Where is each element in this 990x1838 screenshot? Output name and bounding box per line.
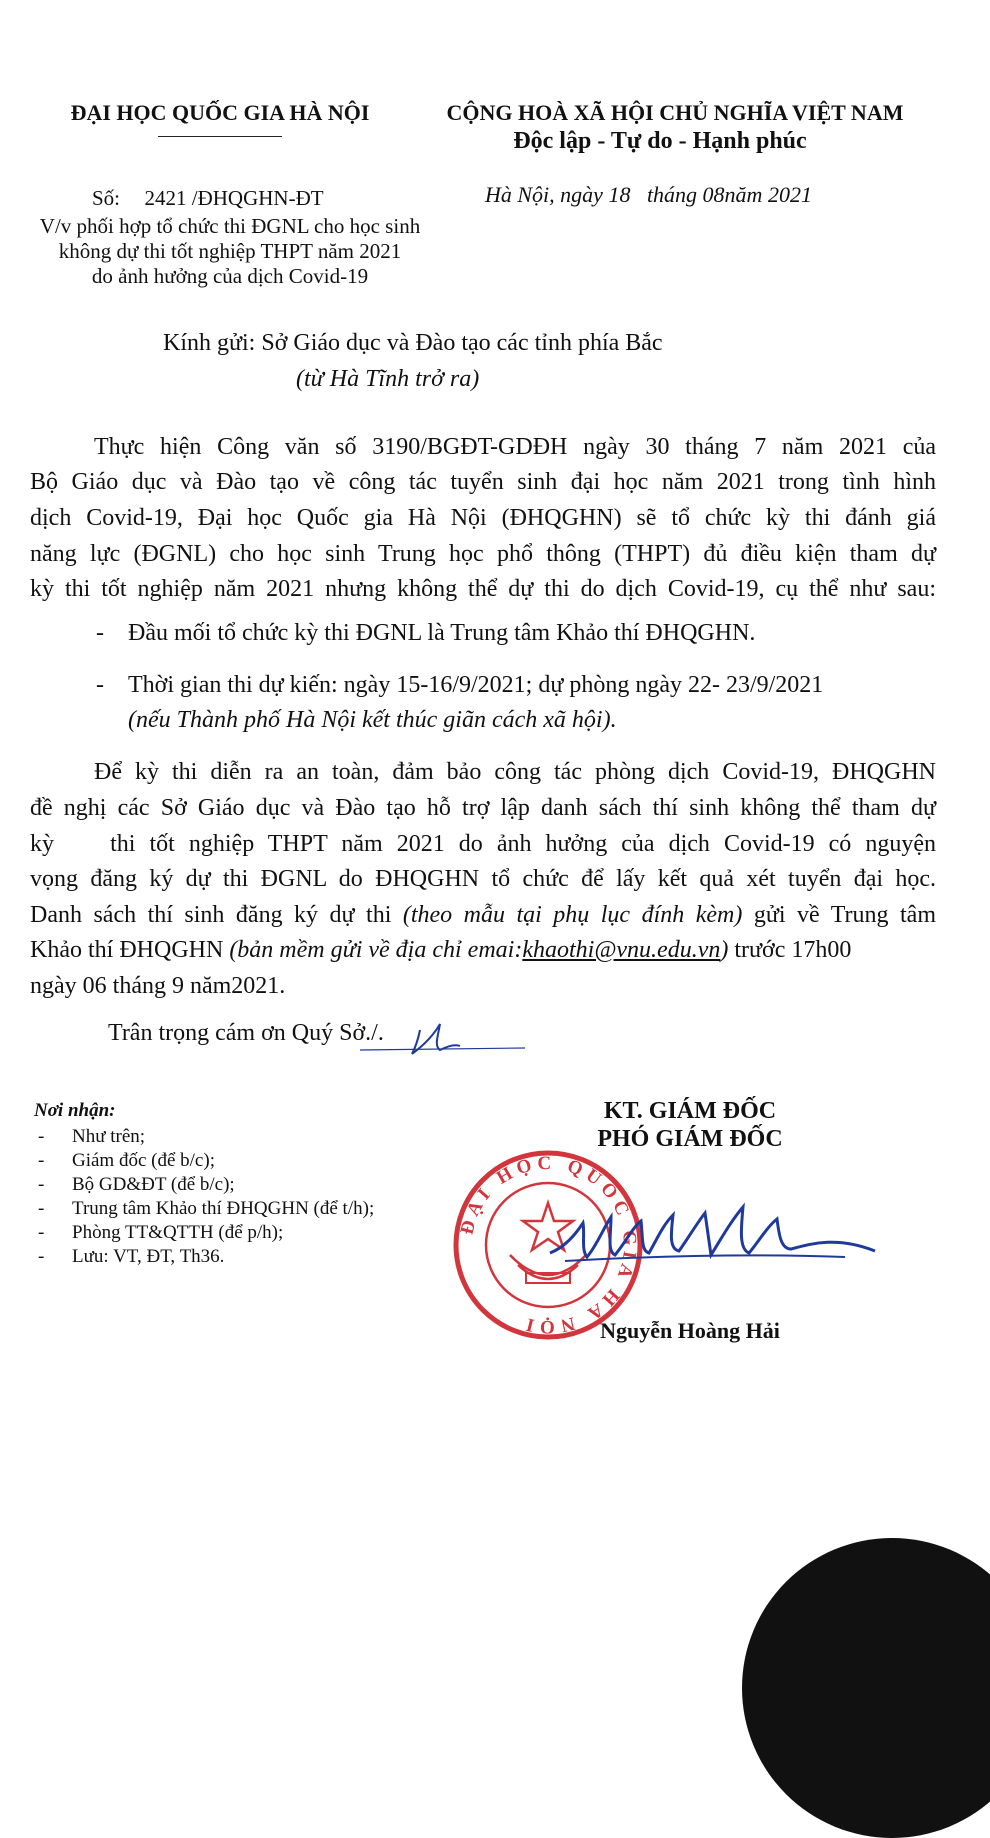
para1-line: Bộ Giáo dục và Đào tạo về công tác tuyển sinh đại học năm 2021 trong tình hình xyxy=(30,469,936,495)
recipients-title: Nơi nhận: xyxy=(34,1100,116,1121)
bullet-2: Thời gian thi dự kiến: ngày 15-16/9/2021; dự phòng ngày 22- 23/9/2021 xyxy=(128,672,824,698)
para2-line: Để kỳ thi diễn ra an toàn, đảm bảo công tác phòng dịch Covid-19, ĐHQGHN xyxy=(94,759,936,785)
para2-line xyxy=(30,900,936,930)
signature-title-2: PHÓ GIÁM ĐỐC xyxy=(597,1126,783,1152)
para2-italic: (theo mẫu tại phụ lục đính kèm) xyxy=(402,902,743,928)
para2-line: ngày 06 tháng 9 năm2021. xyxy=(30,973,286,999)
para2-line: đề nghị các Sở Giáo dục và Đào tạo hỗ trợ lập danh sách thí sinh không thể tham dự xyxy=(30,795,936,821)
doc-number-value: 2421 /ĐHQGHN-ĐT xyxy=(144,186,324,210)
para2-italic: ) xyxy=(720,937,729,963)
signer-name: Nguyễn Hoàng Hải xyxy=(600,1318,780,1343)
recipient-name: Sở Giáo dục và Đào tạo các tỉnh phía Bắc xyxy=(261,330,663,356)
para2-text: Khảo thí ĐHQGHN xyxy=(30,937,230,963)
recipient xyxy=(163,330,663,357)
org-underline xyxy=(158,136,282,137)
recipients-item: - Như trên; xyxy=(38,1126,146,1147)
initial-signature xyxy=(360,1010,535,1060)
recipient-note: (từ Hà Tĩnh trở ra) xyxy=(296,366,480,392)
recipients-item: - Lưu: VT, ĐT, Th36. xyxy=(38,1246,225,1267)
doc-number-label: Số: xyxy=(92,186,121,210)
para2-text: trước 17h00 xyxy=(728,937,852,963)
bullet-dash: - xyxy=(96,620,104,646)
director-signature xyxy=(545,1195,885,1285)
recipients-item: - Giám đốc (để b/c); xyxy=(38,1150,215,1171)
para1-line: dịch Covid-19, Đại học Quốc gia Hà Nội (ĐHQGHN) sẽ tổ chức kỳ thi đánh giá xyxy=(30,505,936,531)
recipients-item: - Trung tâm Khảo thí ĐHQGHN (để t/h); xyxy=(38,1198,375,1219)
doc-subject-line: V/v phối hợp tổ chức thi ĐGNL cho học sinh xyxy=(39,214,421,238)
para2-text: gửi về Trung tâm xyxy=(742,902,936,928)
recipient-label: Kính gửi: xyxy=(163,330,256,356)
org-name: ĐẠI HỌC QUỐC GIA HÀ NỘI xyxy=(70,100,370,125)
bullet-1: Đầu mối tổ chức kỳ thi ĐGNL là Trung tâm Khảo thí ĐHQGHN. xyxy=(128,620,756,646)
closing-line: Trân trọng cám ơn Quý Sở./. xyxy=(108,1020,384,1046)
para2-italic: (bản mềm gửi về địa chỉ emai: xyxy=(229,937,523,963)
para2-line: vọng đăng ký dự thi ĐGNL do ĐHQGHN tổ chức để lấy kết quả xét tuyển đại học. xyxy=(30,866,936,892)
svg-text:ĐẠI HỌC QUỐC GIA HÀ NỘI: ĐẠI HỌC QUỐC GIA HÀ NỘI xyxy=(456,1152,641,1338)
recipients-item: - Phòng TT&QTTH (để p/h); xyxy=(38,1222,284,1243)
corner-shadow xyxy=(742,1538,990,1838)
para2-text: Danh sách thí sinh đăng ký dự thi xyxy=(30,902,403,928)
bullet-dash: - xyxy=(96,672,104,698)
para1-line: năng lực (ĐGNL) cho học sinh Trung học phổ thông (THPT) đủ điều kiện tham dự xyxy=(30,541,936,567)
doc-subject-line: không dự thi tốt nghiệp THPT năm 2021 xyxy=(58,239,402,263)
doc-number xyxy=(92,186,324,211)
para2-line: kỳ thi tốt nghiệp THPT năm 2021 do ảnh hưởng của dịch Covid-19 có nguyện xyxy=(30,831,936,857)
email-link[interactable]: khaothi@vnu.edu.vn xyxy=(522,937,721,963)
doc-subject-line: do ảnh hưởng của dịch Covid-19 xyxy=(91,264,369,288)
place-date: Hà Nội, ngày 18 tháng 08năm 2021 xyxy=(485,182,812,207)
para1-line: kỳ thi tốt nghiệp năm 2021 nhưng không thể dự thi do dịch Covid-19, cụ thể như sau: xyxy=(30,576,936,602)
recipients-item: - Bộ GD&ĐT (để b/c); xyxy=(38,1174,235,1195)
para2-line xyxy=(30,935,936,965)
para1-line: Thực hiện Công văn số 3190/BGĐT-GDĐH ngày 30 tháng 7 năm 2021 của xyxy=(94,434,936,460)
nation-title: CỘNG HOÀ XÃ HỘI CHỦ NGHĨA VIỆT NAM xyxy=(446,100,904,125)
signature-title-1: KT. GIÁM ĐỐC xyxy=(603,1098,777,1124)
nation-motto: Độc lập - Tự do - Hạnh phúc xyxy=(513,128,807,154)
bullet-2-note: (nếu Thành phố Hà Nội kết thúc giãn cách xã hội). xyxy=(128,707,617,733)
doc-subject xyxy=(30,214,430,289)
